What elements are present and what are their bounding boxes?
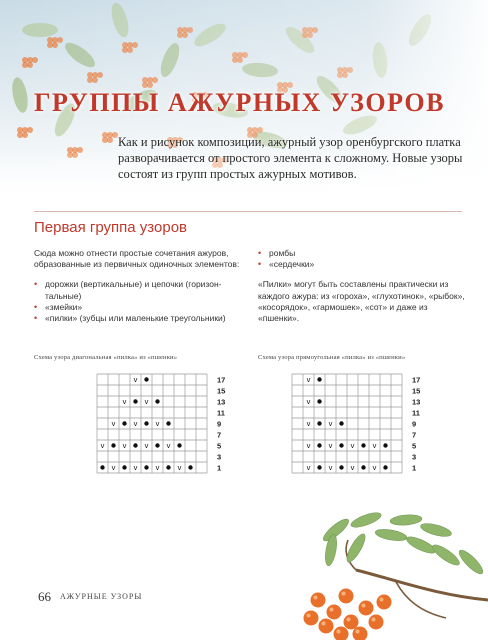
scheme-caption: Схема узора прямоугольная «пилка» из «пшенки» <box>258 354 406 361</box>
chart-dot-mark <box>122 465 126 469</box>
chart-dot-mark <box>361 443 365 447</box>
chart-v-mark: v <box>177 462 182 472</box>
section-divider <box>34 211 462 212</box>
lead-paragraph: Как и рисунок композиции, ажурный узор оренбургского платка разворачивается от простого элемента к сложному. Новые узоры состоят из групп простых ажурных мотивов. <box>118 135 463 181</box>
chart-v-mark: v <box>372 440 377 450</box>
list-item-text: «сердечки» <box>269 259 315 270</box>
element-list <box>258 248 468 270</box>
chart-v-mark: v <box>306 396 311 406</box>
bullet-icon: • <box>258 248 262 258</box>
chart-v-mark: v <box>133 462 138 472</box>
bullet-icon: • <box>34 279 38 290</box>
chart-v-mark: v <box>122 440 127 450</box>
chart-v-mark: v <box>133 374 138 384</box>
chart-row-label: 11 <box>217 408 225 418</box>
list-item-text: ромбы <box>269 248 296 258</box>
chart-dot-mark <box>317 465 321 469</box>
list-item-text: дорожки (вертикальные) и цепочки (горизонтальные) <box>45 279 222 301</box>
chart-row-label: 5 <box>412 441 417 451</box>
chart-row-label: 7 <box>217 430 222 440</box>
chart-dot-mark <box>122 421 126 425</box>
chart-v-mark: v <box>100 440 105 450</box>
chart-v-mark: v <box>306 374 311 384</box>
chart-dot-mark <box>155 399 159 403</box>
chart-dot-mark <box>317 443 321 447</box>
chart-row-label: 9 <box>412 419 417 429</box>
chart-dot-mark <box>155 443 159 447</box>
chart-row-label: 1 <box>217 463 222 473</box>
right-column <box>258 248 468 324</box>
chart-v-mark: v <box>144 440 149 450</box>
chart-dot-mark <box>166 421 170 425</box>
page-number: 66 <box>38 589 51 604</box>
list-item <box>34 279 244 301</box>
chart-row-label: 3 <box>217 452 222 462</box>
chart-dot-mark <box>339 443 343 447</box>
chart-dot-mark <box>361 465 365 469</box>
chart-dot-mark <box>144 377 148 381</box>
section-title: Первая группа узоров <box>34 219 188 236</box>
chart-row-label: 13 <box>412 397 421 407</box>
chart-row-label: 15 <box>412 386 421 396</box>
chart-dot-mark <box>317 399 321 403</box>
chart-row-label: 11 <box>412 408 420 418</box>
chart-dot-mark <box>339 421 343 425</box>
chart-dot-mark <box>188 465 192 469</box>
chart-dot-mark <box>177 443 181 447</box>
list-item <box>258 248 468 259</box>
chart-dot-mark <box>317 377 321 381</box>
chart-row-label: 5 <box>217 441 222 451</box>
chart-v-mark: v <box>111 418 116 428</box>
chart-v-mark: v <box>144 396 149 406</box>
scheme-caption: Схема узора диагональная «пилка» из «пшенки» <box>34 354 178 361</box>
chart-dot-mark <box>100 465 104 469</box>
chart-dot-mark <box>317 421 321 425</box>
chart-v-mark: v <box>155 462 160 472</box>
chart-v-mark: v <box>350 462 355 472</box>
chart-row-label: 13 <box>217 397 226 407</box>
pilki-paragraph: «Пилки» могут быть составлены практически из каждого ажура: из «гороха», «глухотинок», «рыбок», «косорядок», «гармошек», «сот» и даже из «пшенки». <box>258 279 465 324</box>
chart-v-mark: v <box>111 462 116 472</box>
rowan-branch-illustration <box>296 500 488 640</box>
list-item <box>258 259 468 270</box>
bullet-icon: • <box>34 313 38 324</box>
element-list <box>34 279 244 324</box>
chart-dot-mark <box>144 421 148 425</box>
list-item <box>34 302 244 313</box>
chart-v-mark: v <box>122 396 127 406</box>
chart-row-label: 15 <box>217 386 226 396</box>
chart-row-label: 17 <box>217 375 226 385</box>
chart-dot-mark <box>166 465 170 469</box>
chart-row-label: 9 <box>217 419 222 429</box>
left-column <box>34 248 244 324</box>
chart-v-mark: v <box>350 440 355 450</box>
list-item-text: «змейки» <box>45 301 83 312</box>
list-item <box>34 313 244 324</box>
chart-dot-mark <box>133 443 137 447</box>
chart-v-mark: v <box>328 462 333 472</box>
chart-row-label: 7 <box>412 430 417 440</box>
bullet-icon: • <box>258 259 262 270</box>
knitting-chart-diagonal <box>96 373 296 483</box>
chart-dot-mark <box>383 465 387 469</box>
chart-dot-mark <box>339 465 343 469</box>
chart-v-mark: v <box>328 418 333 428</box>
chart-v-mark: v <box>133 418 138 428</box>
page-title: ГРУППЫ АЖУРНЫХ УЗОРОВ <box>34 88 445 117</box>
running-title: АЖУРНЫЕ УЗОРЫ <box>60 592 143 601</box>
chart-v-mark: v <box>306 462 311 472</box>
chart-v-mark: v <box>155 418 160 428</box>
list-item-text: «пилки» (зубцы или маленькие треугольники) <box>45 313 226 324</box>
chart-dot-mark <box>133 399 137 403</box>
knitting-chart-rectangular <box>291 373 488 483</box>
chart-v-mark: v <box>166 440 171 450</box>
bullet-icon: • <box>34 301 38 312</box>
chart-dot-mark <box>383 443 387 447</box>
chart-dot-mark <box>111 443 115 447</box>
chart-dot-mark <box>144 465 148 469</box>
chart-row-label: 3 <box>412 452 417 462</box>
chart-v-mark: v <box>372 462 377 472</box>
chart-v-mark: v <box>306 440 311 450</box>
chart-v-mark: v <box>306 418 311 428</box>
chart-v-mark: v <box>328 440 333 450</box>
chart-row-label: 1 <box>412 463 417 473</box>
chart-row-label: 17 <box>412 375 421 385</box>
intro-paragraph: Сюда можно отнести простые сочетания ажуров, образованные из первичных одиночных элементов: <box>34 248 240 270</box>
